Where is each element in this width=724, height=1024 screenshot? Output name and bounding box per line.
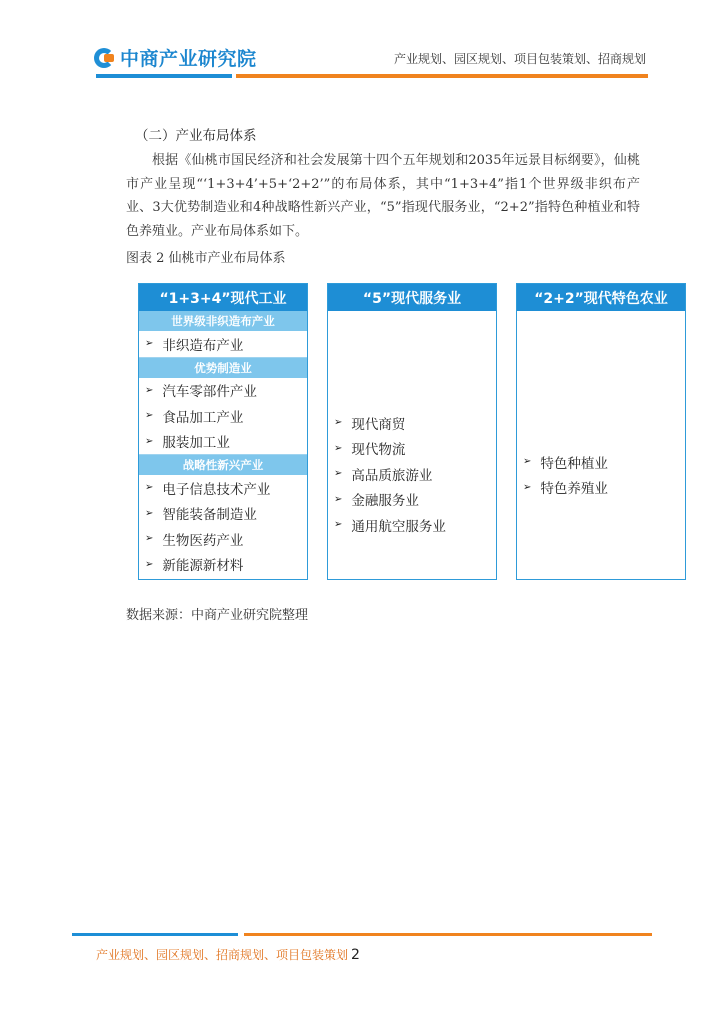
section-title: （二）产业布局体系	[135, 128, 257, 144]
arrow-bullet-icon: ➢	[523, 481, 532, 493]
figure-caption: 图表 2 仙桃市产业布局体系	[126, 251, 286, 266]
group-subtitle: 世界级非织造布产业	[139, 311, 307, 331]
industry-column	[327, 283, 497, 580]
arrow-bullet-icon: ➢	[145, 558, 154, 570]
list-item: ➢ 通用航空服务业	[334, 518, 446, 535]
arrow-bullet-icon: ➢	[334, 468, 343, 480]
arrow-bullet-icon: ➢	[334, 417, 343, 429]
footer-divider-blue	[72, 933, 238, 936]
list-item: ➢ 智能装备制造业	[145, 507, 257, 524]
logo-icon	[94, 47, 116, 69]
list-item: ➢ 汽车零部件产业	[145, 384, 257, 401]
header-tagline: 产业规划、园区规划、项目包装策划、招商规划	[393, 52, 646, 66]
list-item: ➢ 电子信息技术产业	[145, 481, 271, 498]
header-divider-blue	[96, 74, 232, 78]
data-source-note: 数据来源：中商产业研究院整理	[126, 608, 309, 623]
arrow-bullet-icon: ➢	[334, 519, 343, 531]
column-title: “5”现代服务业	[328, 284, 496, 311]
list-item: ➢ 现代物流	[334, 442, 406, 459]
company-logo	[94, 44, 257, 71]
list-item: ➢ 非织造布产业	[145, 337, 244, 354]
column-title: “2+2”现代特色农业	[517, 284, 685, 311]
arrow-bullet-icon: ➢	[145, 384, 154, 396]
arrow-bullet-icon: ➢	[145, 507, 154, 519]
footer-tagline: 产业规划、园区规划、招商规划、项目包装策划	[96, 948, 349, 962]
list-item: ➢ 高品质旅游业	[334, 467, 433, 484]
logo-text: 中商产业研究院	[120, 48, 257, 70]
industry-column	[138, 283, 308, 580]
page-number: 2	[351, 947, 360, 963]
industry-column	[516, 283, 686, 580]
arrow-bullet-icon: ➢	[145, 338, 154, 350]
arrow-bullet-icon: ➢	[145, 482, 154, 494]
list-item: ➢ 特色养殖业	[523, 481, 608, 498]
column-title: “1+3+4”现代工业	[139, 284, 307, 311]
arrow-bullet-icon: ➢	[145, 435, 154, 447]
list-item: ➢ 金融服务业	[334, 493, 419, 510]
group-subtitle: 战略性新兴产业	[139, 455, 307, 475]
list-item: ➢ 新能源新材料	[145, 558, 244, 575]
header-divider-orange	[236, 74, 648, 78]
list-item: ➢ 服装加工业	[145, 435, 230, 452]
group-subtitle: 优势制造业	[139, 358, 307, 378]
list-item: ➢ 特色种植业	[523, 455, 608, 472]
arrow-bullet-icon: ➢	[334, 493, 343, 505]
arrow-bullet-icon: ➢	[145, 533, 154, 545]
arrow-bullet-icon: ➢	[145, 410, 154, 422]
list-item: ➢ 生物医药产业	[145, 532, 244, 549]
arrow-bullet-icon: ➢	[523, 456, 532, 468]
body-paragraph: 根据《仙桃市国民经济和社会发展第十四个五年规划和2035年远景目标纲要》，仙桃市产业呈现“‘1+3+4’+5+‘2+2’”的布局体系，其中“1+3+4”指1个世界级非织布产业、3大优势制造业和4种战略性新兴产业，“5”指现代服务业，“2+2”指特色种植业和特色养殖业。产业布局体系如下。	[126, 153, 640, 239]
list-item: ➢ 食品加工产业	[145, 409, 244, 426]
footer	[96, 946, 360, 963]
list-item: ➢ 现代商贸	[334, 416, 406, 433]
footer-divider-orange	[244, 933, 652, 936]
arrow-bullet-icon: ➢	[334, 442, 343, 454]
